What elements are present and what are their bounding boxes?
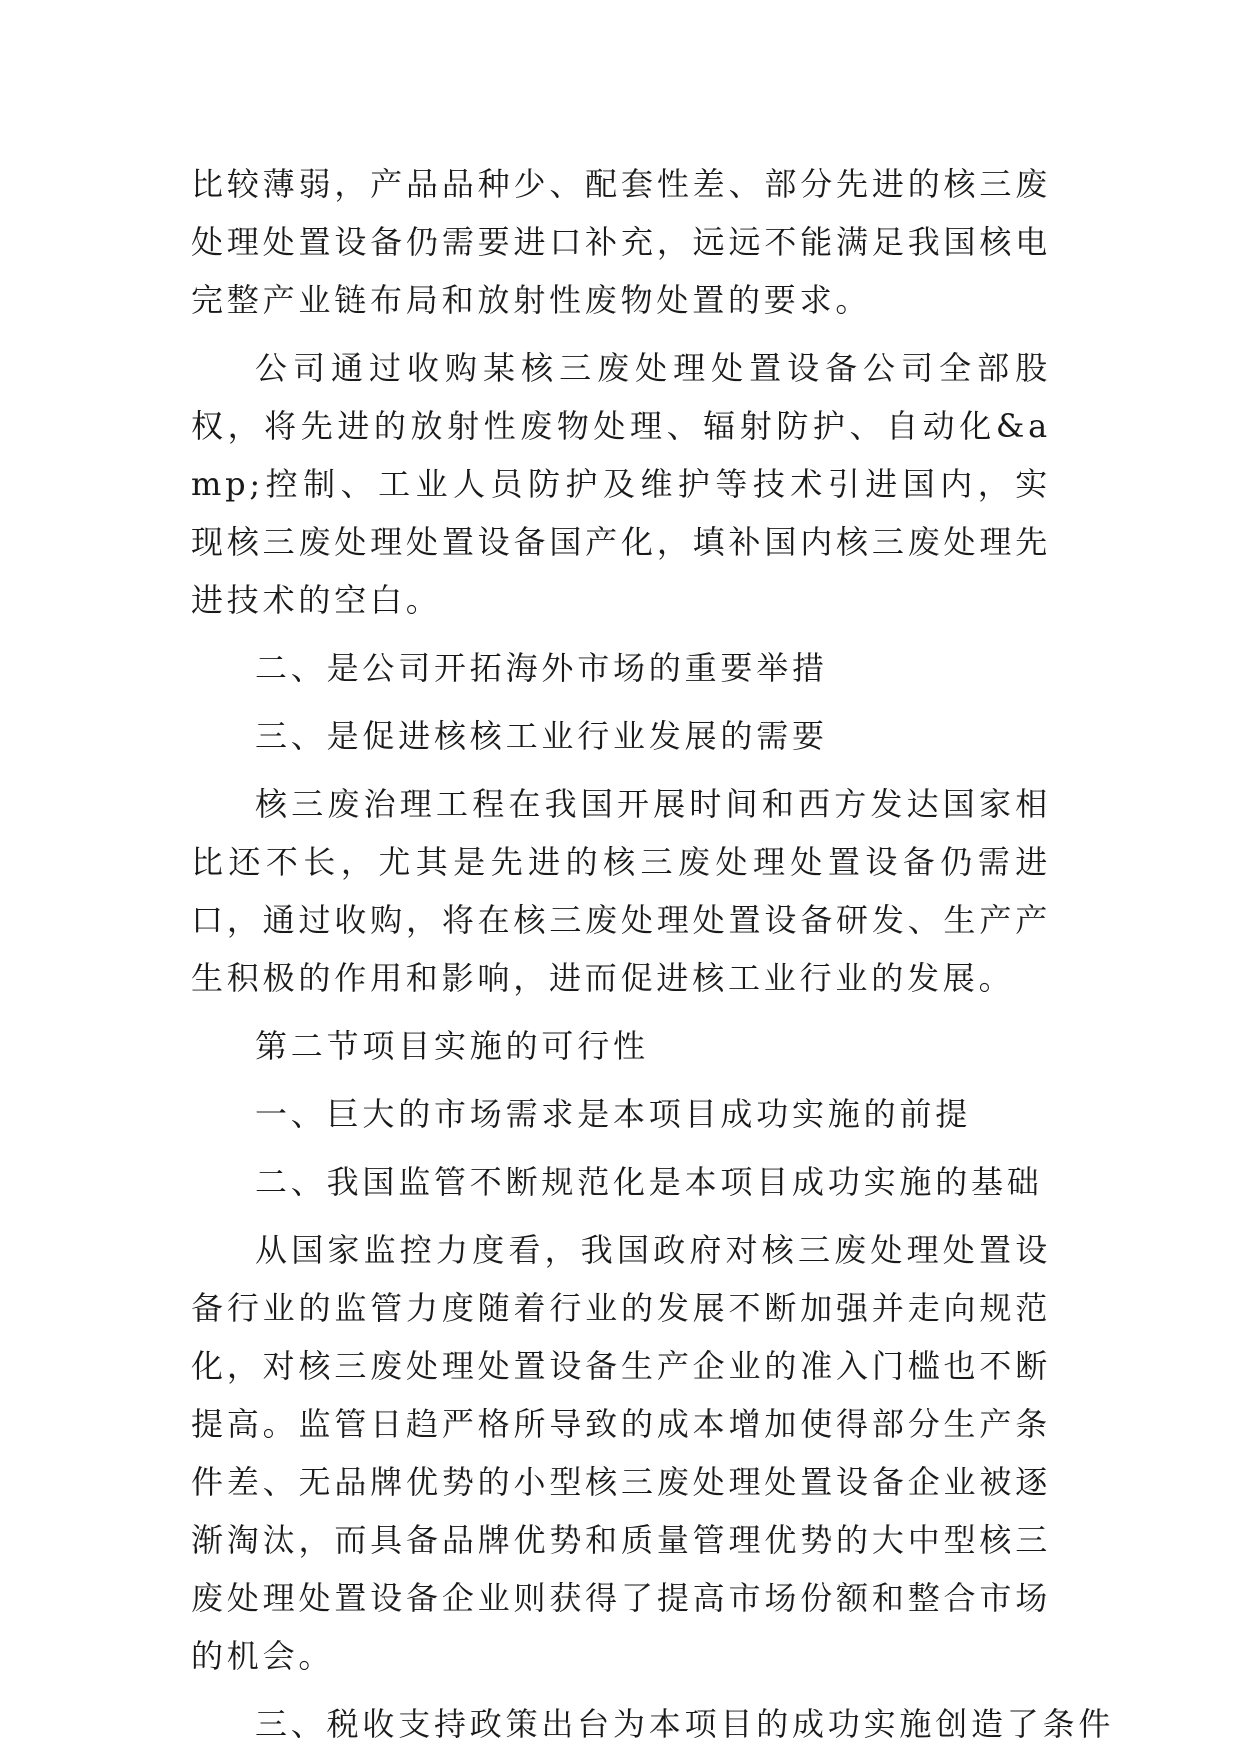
chapter-heading-feasibility: 第二节项目实施的可行性 — [255, 1027, 649, 1065]
section-heading-tax-policy: 三、税收支持政策出台为本项目的成功实施创造了条件 — [255, 1705, 1115, 1743]
section-heading-industry-development: 三、是促进核核工业行业发展的需要 — [255, 717, 828, 755]
section-heading-regulation: 二、我国监管不断规范化是本项目成功实施的基础 — [255, 1163, 1043, 1201]
section-heading-overseas-market: 二、是公司开拓海外市场的重要举措 — [255, 649, 828, 687]
paragraph-regulation-detail: 从国家监控力度看，我国政府对核三废处理处置设备行业的监管力度随着行业的发展不断加强并走向规范化，对核三废处理处置设备生产企业的准入门槛也不断提高。监管日趋严格所导致的成本增加使得部分生产条件差、无品牌优势的小型核三废处理处置设备企业被逐渐淘汰，而具备品牌优势和质量管理优势的大中型核三废处理处置设备企业则获得了提高市场份额和整合市场的机会。 — [191, 1231, 1051, 1675]
document-body — [191, 155, 1115, 1763]
paragraph-nuclear-waste-treatment: 核三废治理工程在我国开展时间和西方发达国家相比还不长，尤其是先进的核三废处理处置设备仍需进口，通过收购，将在核三废处理处置设备研发、生产产生积极的作用和影响，进而促进核工业行业的发展。 — [191, 785, 1051, 997]
paragraph-acquisition: 公司通过收购某核三废处理处置设备公司全部股权，将先进的放射性废物处理、辐射防护、自动化&amp;控制、工业人员防护及维护等技术引进国内，实现核三废处理处置设备国产化，填补国内核三废处理先进技术的空白。 — [191, 349, 1051, 619]
paragraph-continuation: 比较薄弱，产品品种少、配套性差、部分先进的核三废处理处置设备仍需要进口补充，远远不能满足我国核电完整产业链布局和放射性废物处置的要求。 — [191, 165, 1051, 319]
section-heading-market-demand: 一、巨大的市场需求是本项目成功实施的前提 — [255, 1095, 972, 1133]
